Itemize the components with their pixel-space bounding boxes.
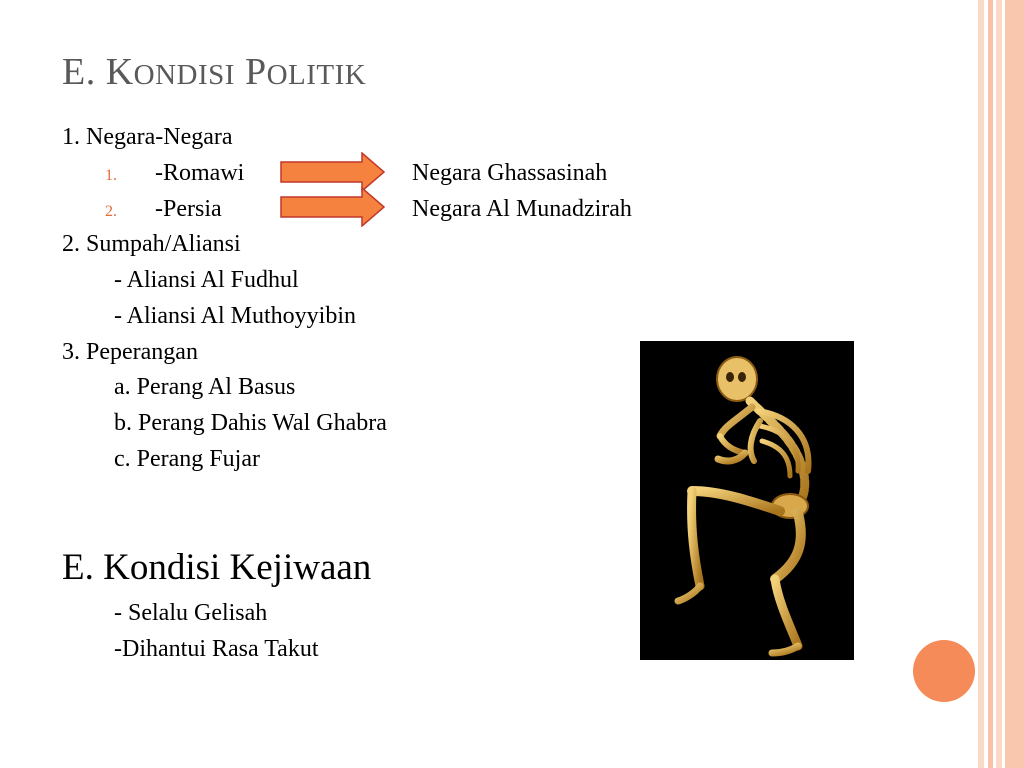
- list-item: - Selalu Gelisah: [114, 600, 268, 626]
- list-item: 1. Negara-Negara: [62, 124, 233, 150]
- right-arrow-icon: [280, 152, 386, 192]
- right-arrow-icon: [280, 187, 386, 227]
- section-heading: E. Kondisi Kejiwaan: [62, 547, 372, 588]
- right-border-stripe: [1005, 0, 1024, 768]
- list-item-text: Negara Ghassasinah: [412, 160, 608, 186]
- decorative-circle: [913, 640, 975, 702]
- list-item: 2. Sumpah/Aliansi: [62, 231, 241, 257]
- list-item: b. Perang Dahis Wal Ghabra: [114, 410, 387, 436]
- list-item-text: -Romawi: [155, 160, 245, 186]
- list-number: 1.: [105, 167, 117, 184]
- list-item: -Dihantui Rasa Takut: [114, 636, 319, 662]
- right-border-stripe: [988, 0, 993, 768]
- list-item: - Aliansi Al Muthoyyibin: [114, 303, 357, 329]
- list-item: [105, 159, 117, 190]
- list-item-text: -Persia: [155, 196, 222, 222]
- right-border-stripe: [978, 0, 984, 768]
- list-number: 2.: [105, 203, 117, 220]
- list-item: a. Perang Al Basus: [114, 374, 296, 400]
- list-item: 3. Peperangan: [62, 339, 198, 365]
- list-item-text: Negara Al Munadzirah: [412, 196, 632, 222]
- list-item: - Aliansi Al Fudhul: [114, 267, 299, 293]
- right-border-stripe: [996, 0, 1002, 768]
- list-item: c. Perang Fujar: [114, 446, 260, 472]
- list-item: [105, 195, 117, 226]
- page-title: E. KONDISI POLITIK: [62, 51, 367, 93]
- skeleton-image: [640, 341, 854, 660]
